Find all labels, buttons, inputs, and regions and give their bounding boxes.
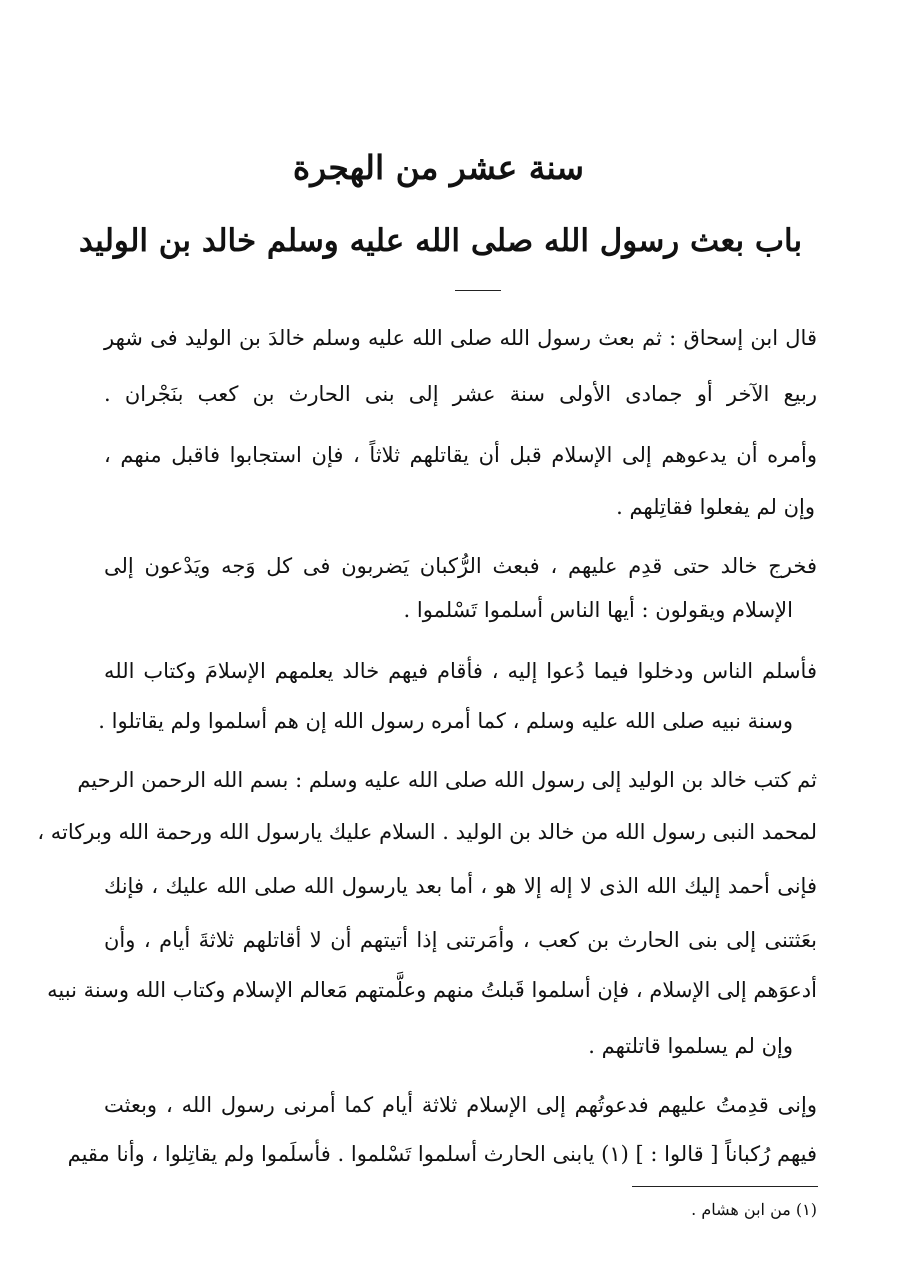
text-line: وسنة نبيه صلى الله عليه وسلم ، كما أمره رسول الله إن هم أسلموا ولم يقاتلوا .: [98, 709, 793, 733]
text-line: بعَثتنى إلى بنى الحارث بن كعب ، وأمَرتنى إذا أتيتهم أن لا أقاتلهم ثلاثةَ أيام ، وأن: [104, 928, 817, 952]
text-line: لمحمد النبى رسول الله من خالد بن الوليد . السلام عليك يارسول الله ورحمة الله وبركاته ،: [37, 820, 817, 844]
page-title: سنة عشر من الهجرة: [292, 148, 585, 187]
text-line: وإن لم يسلموا قاتلتهم .: [588, 1034, 793, 1058]
text-line: فخرج خالد حتى قدِم عليهم ، فبعث الرُّكبان يَضربون فى كل وَجه ويَدْعون إلى: [104, 554, 817, 578]
text-line: وإنى قدِمتُ عليهم فدعوتُهم إلى الإسلام ثلاثة أيام كما أمرنى رسول الله ، وبعثت: [104, 1093, 817, 1117]
text-line: فأسلم الناس ودخلوا فيما دُعوا إليه ، فأقام فيهم خالد يعلمهم الإسلامَ وكتاب الله: [104, 659, 817, 683]
text-line: الإسلام ويقولون : أيها الناس أسلموا تَسْلموا .: [403, 598, 793, 622]
text-line: وإن لم يفعلوا فقاتِلهم .: [616, 495, 815, 519]
text-line: قال ابن إسحاق : ثم بعث رسول الله صلى الله عليه وسلم خالدَ بن الوليد فى شهر: [104, 326, 817, 350]
text-line: ربيع الآخر أو جمادى الأولى سنة عشر إلى بنى الحارث بن كعب بنَجْران .: [104, 382, 817, 406]
text-line: أدعوَهم إلى الإسلام ، فإن أسلموا قَبلتُ منهم وعلَّمتهم مَعالم الإسلام وكتاب الله وسنة نبيه: [47, 978, 817, 1002]
footnote: (١) من ابن هشام .: [691, 1200, 817, 1219]
text-line: ثم كتب خالد بن الوليد إلى رسول الله صلى الله عليه وسلم : بسم الله الرحمن الرحيم: [77, 768, 817, 792]
footnote-divider: [632, 1186, 818, 1187]
text-line: فيهم رُكباناً [ قالوا : ] (١) يابنى الحارث أسلموا تَسْلموا . فأسلَموا ولم يقاتِلوا ، وأنا مقيم: [67, 1142, 817, 1166]
text-line: فإنى أحمد إليك الله الذى لا إله إلا هو ، أما بعد يارسول الله صلى الله عليك ، فإنك: [104, 874, 817, 898]
heading-divider: [455, 290, 501, 291]
text-line: وأمره أن يدعوهم إلى الإسلام قبل أن يقاتلهم ثلاثاً ، فإن استجابوا فاقبل منهم ،: [104, 443, 817, 467]
chapter-heading: باب بعث رسول الله صلى الله عليه وسلم خالد بن الوليد: [78, 223, 803, 259]
